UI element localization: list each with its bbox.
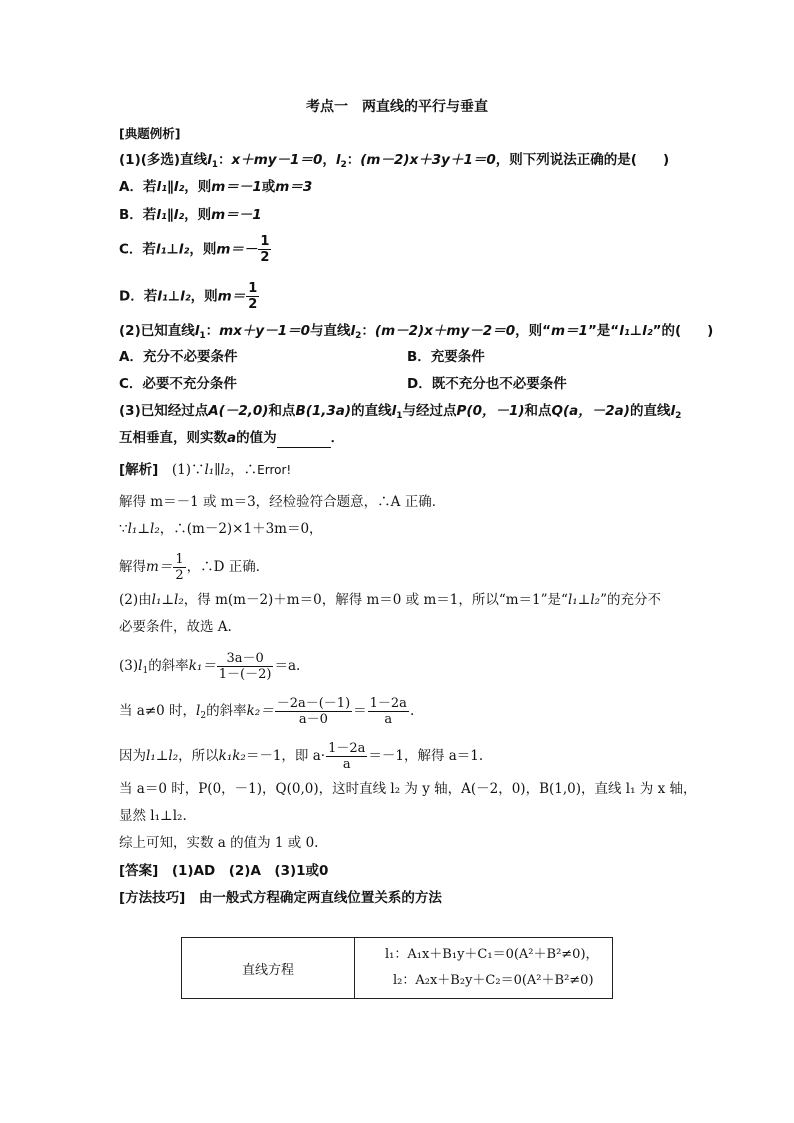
question-3-stem-line2: 互相垂直，则实数a的值为 ． [119,430,345,446]
solution-line-4: 解得m＝ $\frac{1}{2}$ ，∴D 正确． [119,552,270,583]
answer-blank[interactable] [277,433,331,448]
method-tip-line: [方法技巧] 由一般式方程确定两直线位置关系的方法 [119,890,442,906]
q1-option-d: D．若l₁⊥l₂，则m＝ $\frac{1}{2}$ [119,281,258,312]
solution-line-10: 当 a＝0 时，P(0，－1)，Q(0,0)，这时直线 l₂ 为 y 轴，A(－2，0)，B(1,0)，直线 l₁ 为 x 轴， [119,781,697,797]
solution-line-5: (2)由l₁⊥l₂，得 m(m－2)＋m＝0，解得 m＝0 或 m＝1，所以“m＝1”是“l₁⊥l₂”的充分不 [119,592,661,608]
solution-line-7: $(3)l_1$的斜率k₁＝ $\frac{3a-0}{1-(-2)}$ ＝a. [119,651,301,682]
solution-line-9: 因为l₁⊥l₂，所以k₁k₂＝－1，即 a· $\frac{1-2a}{a}$ ＝－1，解得 a＝1. [119,741,484,772]
solution-line-3: ∵l₁⊥l₂，∴(m－2)×1＋3m＝0， [119,521,323,537]
table-equations-cell [355,938,613,999]
solution-line-11: 显然 l₁⊥l₂. [119,808,187,824]
question-1-stem: (1)(多选)直线$l_1$：x＋my－1＝0，$l_2$：(m－2)x＋3y＋1＝0，则下列说法正确的是( ) [119,152,670,170]
answer-line: [答案] (1)AD (2)A (3)1或0 [119,863,329,879]
solution-line-2: 解得 m＝－1 或 m＝3，经检验符合题意，∴A 正确． [119,494,446,510]
question-2-stem: (2)已知直线$l_1$：mx＋y－1＝0与直线$l_2$：(m－2)x＋my－2＝0，则“m＝1”是“l₁⊥l₂”的( ) [119,323,714,341]
table-label-cell: 直线方程 [182,938,355,999]
line-equation-table [181,937,613,999]
question-3-stem: (3)已知经过点A(－2,0)和点B(1,3a)的直线$l_1$与经过点P(0，－1)和点Q(a，－2a)的直线$l_2$ [119,403,682,421]
q1-option-b: B．若l₁∥l₂，则m＝－1 [119,207,262,223]
q2-option-a: A．充分不必要条件 [119,349,238,365]
solution-line-12: 综上可知，实数 a 的值为 1 或 0. [119,835,319,851]
solution-line-1: [解析] (1)∵l₁∥l₂，∴Error! [119,462,292,478]
equation-l2: l₂：A₂x＋B₂y＋C₂＝0(A²＋B²≠0) [393,973,594,988]
section-example-label: [典题例析] [119,126,181,141]
q2-option-d: D．既不充分也不必要条件 [407,376,567,392]
solution-line-8: 当 a≠0 时，$l_2$的斜率k₂＝ $\frac{-2a-(-1)}{a-0}$ ＝ $\frac{1-2a}{a}$ . [119,696,415,727]
q2-option-b: B．充要条件 [407,349,485,365]
page-title: 考点一 两直线的平行与垂直 [306,99,488,115]
solution-line-6: 必要条件，故选 A. [119,619,232,635]
q1-option-a: A．若l₁∥l₂，则m＝－1或m＝3 [119,179,313,195]
equation-l1: l₁：A₁x＋B₁y＋C₁＝0(A²＋B²≠0)， [385,947,599,962]
q2-option-c: C．必要不充分条件 [119,376,237,392]
q1-option-c: C．若l₁⊥l₂，则m＝－ $\frac{1}{2}$ [119,234,270,265]
